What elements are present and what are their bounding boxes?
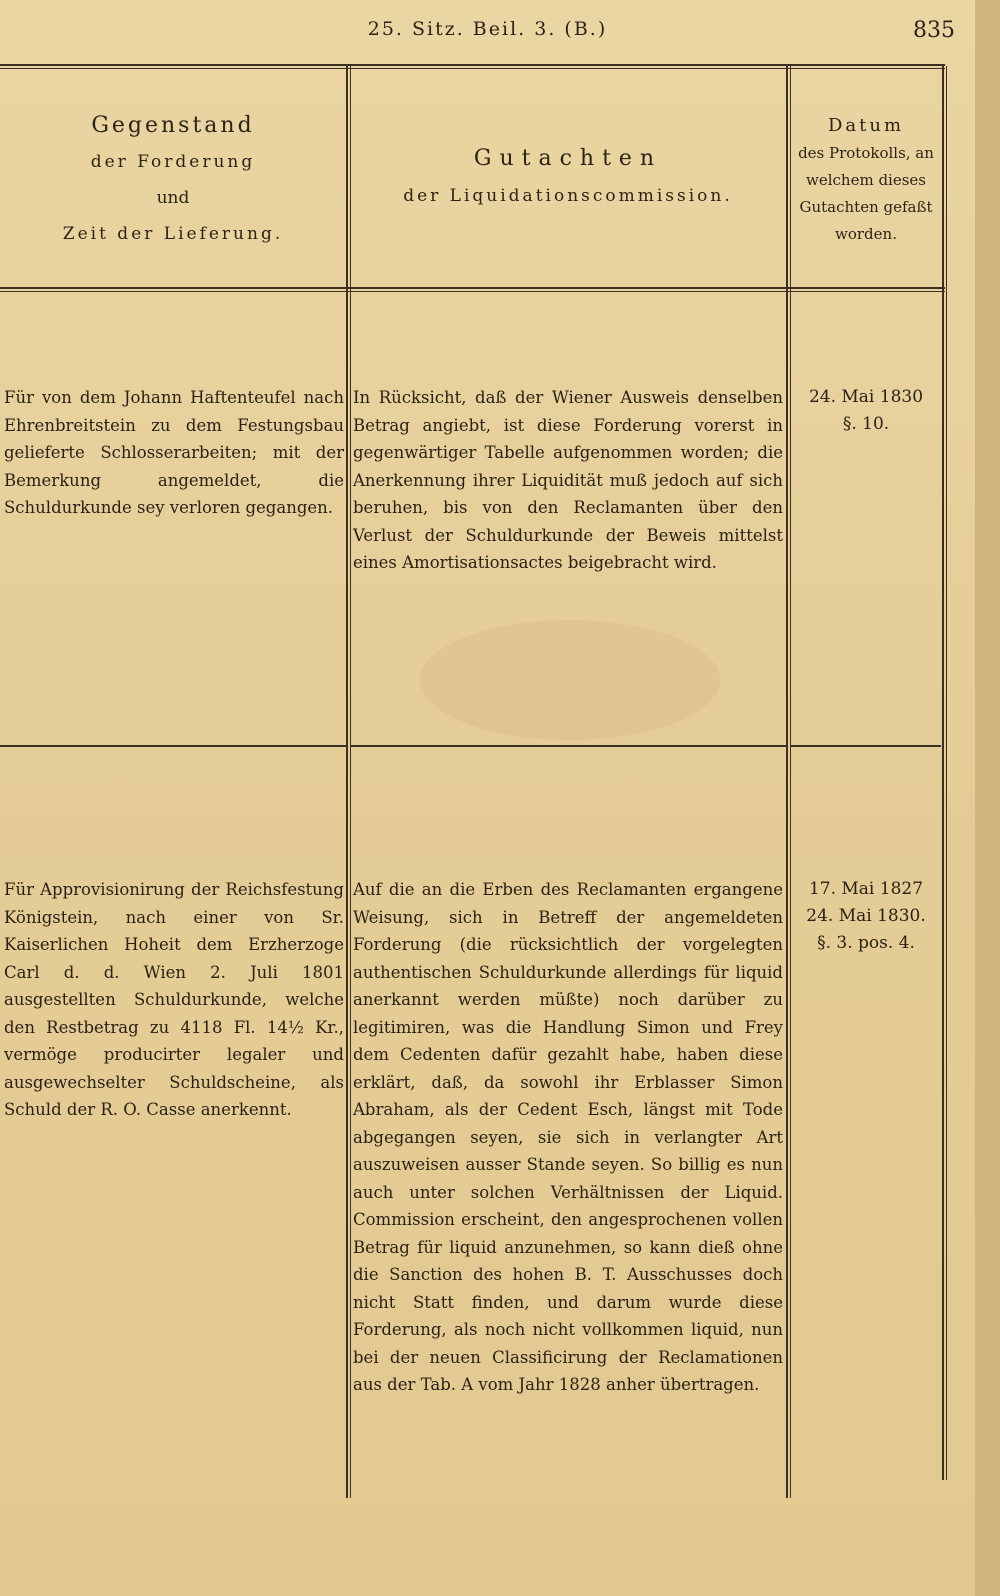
table-right-border xyxy=(942,66,944,1480)
running-head: 25. Sitz. Beil. 3. (B.) xyxy=(367,18,608,40)
row1-opinion: In Rücksicht, daß der Wiener Ausweis denselben Betrag angiebt, ist diese Forderung vorerst in gegenwärtiger Tabelle aufgenommen worden; die Anerkennung ihrer Liquidität muß jedoch auf sich beruhen, bis von den Reclamanten über den Verlust der Schuldurkunde der Beweis mittelst eines Amortisationsactes beigebracht wird. xyxy=(353,388,783,572)
row-divider-col3 xyxy=(791,745,941,747)
header-date-line3: welchem dieses xyxy=(806,171,926,189)
row2-subject: Für Approvisionirung der Reichsfestung Königstein, nach einer von Sr. Kaiserlichen Hoheit dem Erzherzoge Carl d. d. Wien 2. Juli 1801 ausgestellten Schuldurkunde, welche den Restbetrag zu 4118 Fl. 14½ Kr., vermöge producirter legaler und ausgewechselter Schuldscheine, als Schuld der R. O. Casse anerkennt. xyxy=(4,880,344,1119)
row2-date xyxy=(792,876,940,957)
row2-date-line3: §. 3. pos. 4. xyxy=(817,933,915,953)
table-right-border-thin xyxy=(946,66,947,1480)
column-divider-1-thin xyxy=(350,66,351,1498)
header-date-line2: des Protokolls, an xyxy=(798,144,934,162)
header-date-line4: Gutachten gefaßt xyxy=(799,198,933,216)
column-divider-2 xyxy=(786,66,788,1498)
column-divider-2-thin xyxy=(790,66,791,1498)
header-date-line1: Datum xyxy=(827,115,905,136)
header-date-line5: worden. xyxy=(835,225,897,243)
header-subject-line1: Gegenstand xyxy=(91,113,255,138)
header-subject xyxy=(0,108,346,252)
header-bottom-rule-thin xyxy=(0,291,945,292)
row1-date-line2: §. 10. xyxy=(842,414,890,434)
header-subject-line4: Zeit der Lieferung. xyxy=(62,224,284,244)
row2-date-line1: 17. Mai 1827 xyxy=(808,879,924,899)
table-top-rule-thin xyxy=(0,68,945,69)
row2-date-line2: 24. Mai 1830. xyxy=(806,906,926,926)
row1-date-line1: 24. Mai 1830 xyxy=(808,387,924,407)
header-date xyxy=(790,112,942,248)
column-divider-1 xyxy=(346,66,348,1498)
row1-date xyxy=(792,384,940,438)
header-subject-line2: der Forderung xyxy=(90,152,256,172)
row-divider-col2 xyxy=(351,745,786,747)
header-bottom-rule xyxy=(0,287,945,289)
row1-subject: Für von dem Johann Haftenteufel nach Ehrenbreitstein zu dem Festungsbau gelieferte Schlosserarbeiten; mit der Bemerkung angemeldet, die Schuldurkunde sey verloren gegangen. xyxy=(4,388,344,517)
table-top-rule xyxy=(0,64,945,66)
header-opinion-line1: Gutachten xyxy=(473,146,663,171)
page-edge xyxy=(975,0,1000,1596)
header-opinion-line2: der Liquidationscommission. xyxy=(403,186,733,206)
row2-opinion: Auf die an die Erben des Reclamanten ergangene Weisung, sich in Betreff der angemeldeten Forderung (die rücksichtlich der vorgelegten authentischen Schuldurkunde allerdings für liquid anerkannt werden müßte) noch darüber zu legitimiren, was die Handlung Simon und Frey dem Cedenten dafür gezahlt habe, haben diese erklärt, daß, da sowohl ihr Erblasser Simon Abraham, als der Cedent Esch, längst mit Tode abgegangen seyen, sie sich in verlangter Art auszuweisen ausser Stande seyen. So billig es nun auch unter solchen Verhältnissen der Liquid. Commission erscheint, den angesprochenen vollen Betrag für liquid anzunehmen, so kann dieß ohne die Sanction des hohen B. T. Ausschusses doch nicht Statt finden, und darum wurde diese Forderung, als noch nicht vollkommen liquid, nun bei der neuen Classificirung der Reclamationen aus der Tab. A vom Jahr 1828 anher übertragen. xyxy=(353,880,783,1394)
page-header xyxy=(0,16,975,46)
row-divider-col1 xyxy=(0,745,346,747)
header-subject-line3: und xyxy=(156,188,190,208)
header-opinion xyxy=(350,140,786,214)
paper-stain xyxy=(420,620,720,740)
page-number: 835 xyxy=(913,18,955,43)
